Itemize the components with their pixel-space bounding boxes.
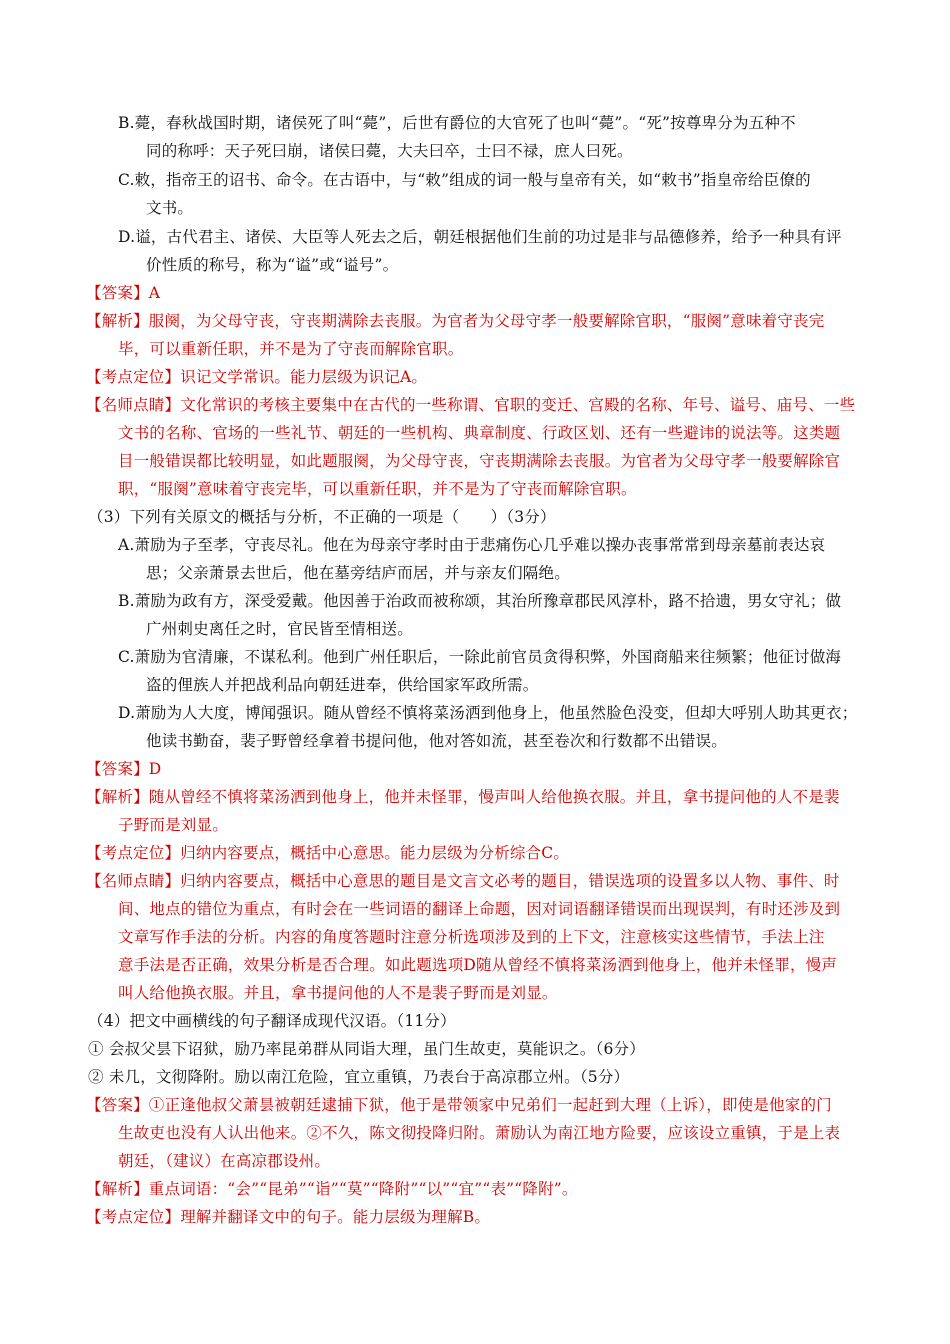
q2-option-b-line2: 同的称呼：天子死曰崩，诸侯曰薨，大夫曰卒，士曰不禄，庶人曰死。	[146, 142, 633, 160]
q4-answer-line2: 生故吏也没有人认出他来。②不久，陈文彻投降归附。萧励认为南江地方险要，应该设立重镇，于是上表	[118, 1124, 841, 1142]
q2-option-c-line2: 文书。	[146, 199, 194, 217]
q4-analysis: 【解析】重点词语：“会”“昆弟”“诣”“莫”“降附”“以”“宜”“表”“降附”。	[86, 1180, 578, 1198]
q3-stem: （3）下列有关原文的概括与分析，不正确的一项是（ ）（3分）	[88, 508, 556, 526]
q2-option-d-line1: D.谥，古代君主、诸侯、大臣等人死去之后，朝廷根据他们生前的功过是非与品德修养，给予一种具有评	[118, 228, 842, 246]
q2-analysis-line1: 【解析】服阕，为父母守丧，守丧期满除去丧服。为官者为父母守孝一般要解除官职，“服阕”意味着守丧完	[86, 312, 825, 330]
q4-answer-line3: 朝廷，（建议）在高凉郡设州。	[118, 1152, 331, 1170]
q3-analysis-line1: 【解析】随从曾经不慎将菜汤洒到他身上，他并未怪罪，慢声叫人给他换衣服。并且，拿书提问他的人不是裴	[86, 788, 840, 806]
q3-option-a-line2: 思；父亲萧景去世后，他在墓旁结庐而居，并与亲友们隔绝。	[146, 564, 570, 582]
q4-stem: （4）把文中画横线的句子翻译成现代汉语。（11分）	[88, 1012, 456, 1030]
q3-option-a-line1: A.萧励为子至孝，守丧尽礼。他在为母亲守孝时由于悲痛伤心几乎难以操办丧事常常到母亲墓前表达哀	[118, 536, 826, 554]
q2-tips-line3: 目一般错误都比较明显，如此题服阕，为父母守丧，守丧期满除去丧服。为官者为父母守孝一般要解除官	[118, 452, 841, 470]
q2-option-b-line1: B.薨，春秋战国时期，诸侯死了叫“薨”，后世有爵位的大官死了也叫“薨”。“死”按尊卑分为五种不	[118, 114, 796, 132]
q2-tips-line2: 文书的名称、官场的一些礼节、朝廷的一些机构、典章制度、行政区划、还有一些避讳的说法等。这类题	[118, 424, 841, 442]
q4-locate: 【考点定位】理解并翻译文中的句子。能力层级为理解B。	[86, 1208, 491, 1226]
q2-option-d-line2: 价性质的称号，称为“谥”或“谥号”。	[146, 256, 399, 274]
q4-answer-line1: 【答案】①正逢他叔父萧昙被朝廷逮捕下狱，他于是带领家中兄弟们一起赶到大理（上诉），即使是他家的门	[86, 1096, 832, 1114]
q3-tips-line3: 文章写作手法的分析。内容的角度答题时注意分析选项涉及到的上下文，注意核实这些情节，手法上注	[118, 928, 825, 946]
q3-tips-line2: 间、地点的错位为重点，有时会在一些词语的翻译上命题，因对词语翻译错误而出现误判，有时还涉及到	[118, 900, 841, 918]
q3-option-d-line2: 他读书勤奋，裴子野曾经拿着书提问他，他对答如流，甚至卷次和行数都不出错误。	[146, 732, 727, 750]
q3-option-c-line1: C.萧励为官清廉，不谋私利。他到广州任职后，一除此前官员贪得积弊，外国商船来往频繁；他征讨做海	[118, 648, 842, 666]
q2-answer: 【答案】A	[86, 284, 161, 302]
q2-analysis-line2: 毕，可以重新任职，并不是为了守丧而解除官职。	[118, 340, 464, 358]
q3-analysis-line2: 子野而是刘显。	[118, 816, 228, 834]
q3-answer: 【答案】D	[86, 760, 162, 778]
q4-sentence-2: ② 未几，文彻降附。励以南江危险，宜立重镇，乃表台于高凉郡立州。（5分）	[88, 1068, 630, 1086]
q3-option-c-line2: 盗的俚族人并把战利品向朝廷进奉，供给国家军政所需。	[146, 676, 539, 694]
q3-locate: 【考点定位】归纳内容要点，概括中心意思。能力层级为分析综合C。	[86, 844, 570, 862]
q3-option-d-line1: D.萧励为人大度，博闻强识。随从曾经不慎将菜汤洒到他身上，他虽然脸色没变，但却大呼别人助其更衣；	[118, 704, 858, 722]
q2-tips-line1: 【名师点睛】文化常识的考核主要集中在古代的一些称谓、官职的变迁、宫殿的名称、年号、谥号、庙号、一些	[86, 396, 856, 414]
q3-tips-line5: 叫人给他换衣服。并且，拿书提问他的人不是裴子野而是刘显。	[118, 984, 558, 1002]
q2-locate: 【考点定位】识记文学常识。能力层级为识记A。	[86, 368, 428, 386]
q2-tips-line4: 职，“服阕”意味着守丧完毕，可以重新任职，并不是为了守丧而解除官职。	[118, 480, 637, 498]
q2-option-c-line1: C.敕，指帝王的诏书、命令。在古语中，与“敕”组成的词一般与皇帝有关，如“敕书”指皇帝给臣僚的	[118, 171, 811, 189]
q3-option-b-line1: B.萧励为政有方，深受爱戴。他因善于治政而被称颂，其治所豫章郡民风淳朴，路不拾遗，男女守礼；做	[118, 592, 842, 610]
q3-option-b-line2: 广州刺史离任之时，官民皆至情相送。	[146, 620, 413, 638]
q3-tips-line1: 【名师点睛】归纳内容要点，概括中心意思的题目是文言文必考的题目，错误选项的设置多以人物、事件、时	[86, 872, 840, 890]
q4-sentence-1: ① 会叔父昙下诏狱，励乃率昆弟群从同诣大理，虽门生故吏，莫能识之。（6分）	[88, 1040, 645, 1058]
q3-tips-line4: 意手法是否正确，效果分析是否合理。如此题选项D随从曾经不慎将菜汤洒到他身上，他并未怪罪，慢声	[118, 956, 838, 974]
